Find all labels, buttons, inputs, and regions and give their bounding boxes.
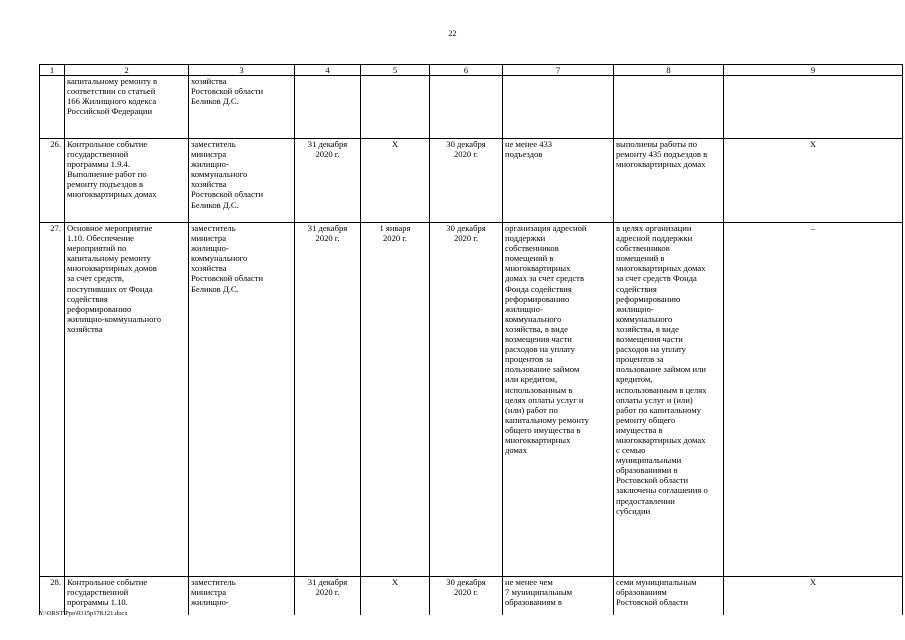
start-date: Х bbox=[361, 139, 430, 223]
row-number: 27. bbox=[40, 223, 65, 577]
table-row bbox=[40, 139, 903, 223]
expected-result: не менее чем 7 муниципальным образованиям в bbox=[503, 577, 614, 616]
reason: Х bbox=[724, 139, 903, 223]
start-date: Х bbox=[361, 577, 430, 616]
executor: заместитель министра жилищно- коммунального хозяйства Ростовской области Беликов Д.С. bbox=[189, 223, 295, 577]
event-name: капитальному ремонту в соответствии со статьей 166 Жилищного кодекса Российской Федерации bbox=[65, 76, 189, 139]
row-number bbox=[40, 76, 65, 139]
table-row bbox=[40, 76, 903, 139]
actual-date: 30 декабря 2020 г. bbox=[430, 223, 503, 577]
event-name: Контрольное событие государственной программы 1.10. bbox=[65, 577, 189, 616]
table-row bbox=[40, 223, 903, 577]
header-cell: 3 bbox=[189, 65, 295, 76]
header-cell: 2 bbox=[65, 65, 189, 76]
header-cell: 4 bbox=[295, 65, 361, 76]
planned-date: 31 декабря 2020 г. bbox=[295, 139, 361, 223]
header-cell: 7 bbox=[503, 65, 614, 76]
planned-date: 31 декабря 2020 г. bbox=[295, 577, 361, 616]
page-number: 22 bbox=[448, 29, 457, 38]
start-date bbox=[361, 76, 430, 139]
reason bbox=[724, 76, 903, 139]
executor: хозяйства Ростовской области Беликов Д.С. bbox=[189, 76, 295, 139]
actual-date: 30 декабря 2020 г. bbox=[430, 139, 503, 223]
executor: заместитель министра жилищно- bbox=[189, 577, 295, 616]
event-name: Основное мероприятие 1.10. Обеспечение мероприятий по капитальному ремонту многоквартирных домов за счет средств, поступивших от Фонда содействия реформированию жилищно-коммунального хозяйства bbox=[65, 223, 189, 577]
header-cell: 6 bbox=[430, 65, 503, 76]
expected-result bbox=[503, 76, 614, 139]
actual-result bbox=[614, 76, 724, 139]
header-cell: 1 bbox=[40, 65, 65, 76]
footer-file-path: Y:\ORST\Ppo\0315p178.f21.docx bbox=[39, 610, 128, 617]
expected-result: не менее 433 подъездов bbox=[503, 139, 614, 223]
row-number: 26. bbox=[40, 139, 65, 223]
actual-result: выполнены работы по ремонту 435 подъездов в многоквартирных домах bbox=[614, 139, 724, 223]
header-cell: 5 bbox=[361, 65, 430, 76]
reason: Х bbox=[724, 577, 903, 616]
table-row bbox=[40, 577, 903, 616]
expected-result: организация адресной поддержки собственников помещений в многоквартирных домах за счет средств Фонда содействия реформированию жилищно- коммунального хозяйства, в виде возмещения части расходов на уплату процентов за пользование займом или кредитом, использованным в целях оплаты услуг и (или) работ по капитальному ремонту общего имущества в многоквартирных домах bbox=[503, 223, 614, 577]
reason: – bbox=[724, 223, 903, 577]
planned-date bbox=[295, 76, 361, 139]
header-cell: 8 bbox=[614, 65, 724, 76]
header-cell: 9 bbox=[724, 65, 903, 76]
row-number: 28. bbox=[40, 577, 65, 616]
start-date: 1 января 2020 г. bbox=[361, 223, 430, 577]
actual-result: в целях организации адресной поддержки собственников помещений в многоквартирных домах за счет средств Фонда содействия реформированию жилищно- коммунального хозяйства, в виде возмещения части расходов на уплату процентов за пользование займом или кредитом, использованным в целях оплаты услуг и (или) работ по капитальному ремонту общего имущества в многоквартирных домах с семью муниципальными образованиями в Ростовской области заключены соглашения о предоставлении субсидии bbox=[614, 223, 724, 577]
actual-date: 30 декабря 2020 г. bbox=[430, 577, 503, 616]
table-header-row bbox=[40, 65, 903, 76]
executor: заместитель министра жилищно- коммунального хозяйства Ростовской области Беликов Д.С. bbox=[189, 139, 295, 223]
actual-result: семи муниципальным образованиям Ростовской области bbox=[614, 577, 724, 616]
event-name: Контрольное событие государственной программы 1.9.4. Выполнение работ по ремонту подъездов в многоквартирных домах bbox=[65, 139, 189, 223]
actual-date bbox=[430, 76, 503, 139]
planned-date: 31 декабря 2020 г. bbox=[295, 223, 361, 577]
report-table bbox=[39, 64, 903, 615]
